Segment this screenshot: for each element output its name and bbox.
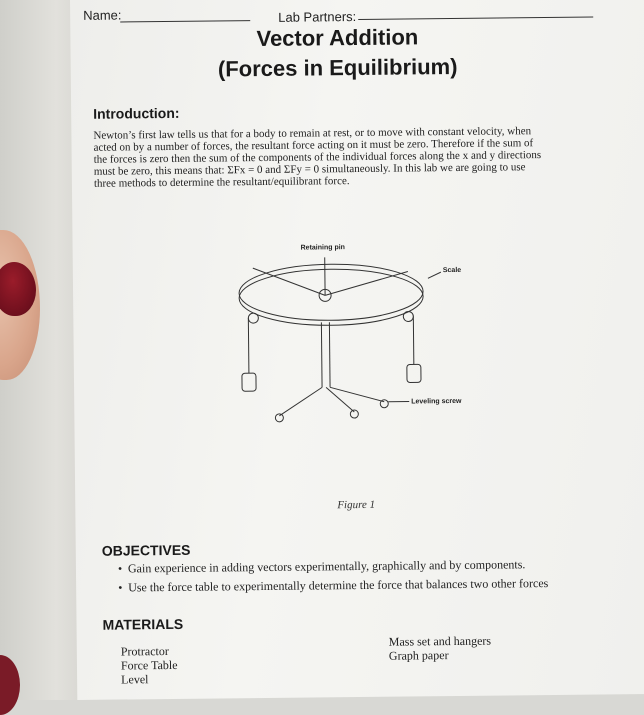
material-item: Level xyxy=(121,672,178,687)
material-item: Mass set and hangers xyxy=(389,634,491,649)
pulley-right xyxy=(403,311,413,321)
lab-partners-label: Lab Partners: xyxy=(278,9,356,25)
name-label: Name: xyxy=(83,7,121,22)
mass-hanger-right xyxy=(407,364,421,382)
material-item: Force Table xyxy=(121,658,178,673)
materials-right-list xyxy=(389,634,492,663)
objective-item: • Use the force table to experimentally determine the force that balances two other forces xyxy=(118,574,548,598)
retaining-pin-label: Retaining pin xyxy=(301,244,345,251)
name-line xyxy=(120,20,250,22)
title-line-2: (Forces in Equilibrium) xyxy=(51,52,625,84)
leg-left xyxy=(279,387,322,415)
intro-line-4: must be zero, this means that: ΣFx = 0 and ΣFy = 0 simultaneously. In this lab we are going to use xyxy=(94,161,559,178)
objectives-heading: OBJECTIVES xyxy=(102,542,191,559)
foot-front xyxy=(350,410,358,418)
leg-front xyxy=(326,387,354,412)
string-1 xyxy=(253,267,325,296)
stand-column-left xyxy=(321,322,322,387)
introduction-heading: Introduction: xyxy=(93,105,179,122)
intro-line-2: acted on by a number of forces, the resultant force acting on it must be zero. Therefore if the sum of xyxy=(93,137,558,154)
string-2 xyxy=(325,271,408,295)
lab-partners-line xyxy=(358,17,593,20)
introduction-text xyxy=(93,125,559,190)
material-item: Protractor xyxy=(121,644,178,659)
foot-left xyxy=(275,414,283,422)
worksheet-page xyxy=(70,0,644,700)
material-item: Graph paper xyxy=(389,648,491,663)
mass-hanger-left xyxy=(242,373,256,391)
leg-right xyxy=(330,387,384,403)
title-line-1: Vector Addition xyxy=(50,22,624,54)
intro-line-1: Newton’s first law tells us that for a body to remain at rest, or to move with constant velocity, when xyxy=(93,125,558,142)
intro-line-3: the forces is zero then the sum of the components of the individual forces along the x and y directions xyxy=(94,149,559,166)
objectives-list xyxy=(118,555,549,598)
materials-left-list xyxy=(121,644,178,687)
hanging-string-right xyxy=(413,316,414,364)
objective-item: • Gain experience in adding vectors experimentally, graphically and by components. xyxy=(118,555,548,579)
hanging-string-left xyxy=(248,318,249,373)
scale-label: Scale xyxy=(443,267,461,274)
foot-right xyxy=(380,400,388,408)
leveling-screw-label: Leveling screw xyxy=(411,398,462,406)
force-table-diagram xyxy=(203,235,505,438)
table-top-rim xyxy=(239,263,424,321)
stand-column-right xyxy=(329,322,330,387)
figure-caption: Figure 1 xyxy=(337,499,375,511)
intro-line-5: three methods to determine the resultant/equilibrant force. xyxy=(94,173,559,190)
pulley-left xyxy=(248,313,258,323)
materials-heading: MATERIALS xyxy=(102,616,183,633)
scale-pointer xyxy=(428,272,441,278)
